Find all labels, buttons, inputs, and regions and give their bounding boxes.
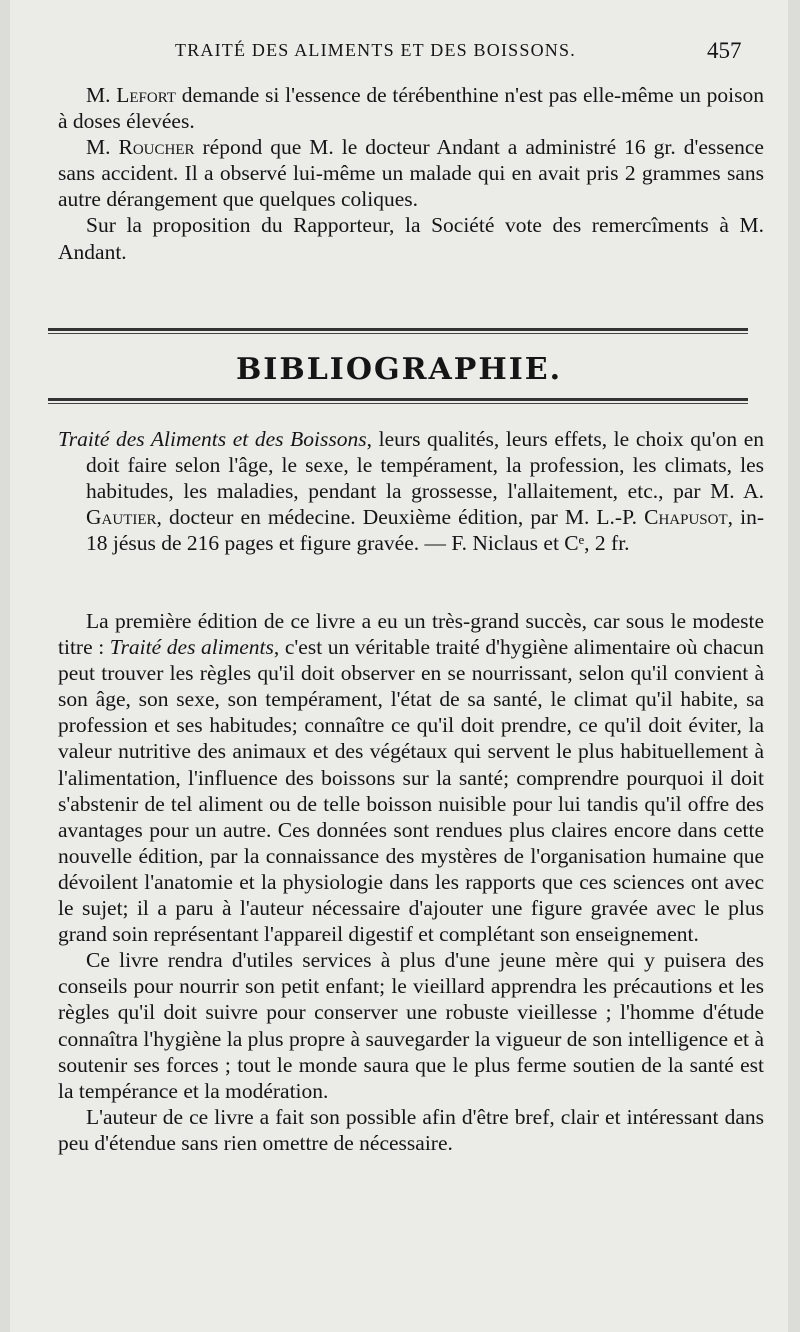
discussion-text: répond que M. le docteur Andant a administré 16 gr. d'essence sans accident. Il a observé lui-même un malade qui en avait pris 2 grammes sans autre dérangement que quelques coliques.	[58, 135, 764, 212]
running-header	[10, 38, 788, 68]
editor-name: Chapusot	[644, 505, 728, 530]
review-text-span: , c'est un véritable traité d'hygiène alimentaire où chacun peut trouver les règles qu'il doit observer en se nourrissant, selon qu'il convient à son âge, son sexe, son tempérament, l'état de sa santé, le climat qu'il habite, sa profession et ses habitudes; connaître ce qu'il doit prendre, ce qu'il doit éviter, la valeur nutritive des animaux et des végétaux qui servent le plus habituellement à l'alimentation, l'influence des boissons sur la santé; comprendre pourquoi il doit s'abstenir de tel aliment ou de telle boisson nuisible pour lui tandis qu'il offre des avantages pour un autre. Ces données sont rendues plus claires encore dans cette nouvelle édition, par la connaissance des mystères de l'organisation humaine que dévoilent l'anatomie et la physiologie dans les rapports que ces sciences ont avec le sujet; il a paru à l'auteur nécessaire d'ajouter une figure gravée avec le plus grand soin représentant l'appareil digestif et complétant son enseignement.	[58, 635, 764, 947]
review-paragraph	[58, 608, 764, 947]
discussion-paragraph	[58, 82, 764, 134]
discussion-text: demande si l'essence de térébenthine n'est pas elle-même un poison à doses élevées.	[58, 83, 765, 134]
book-title: Traité des Aliments et des Boissons	[58, 427, 367, 451]
review-paragraph: Ce livre rendra d'utiles services à plus d'une jeune mère qui y puisera des conseils pour nourrir son petit enfant; le vieillard apprendra les précautions et les règles qu'il doit suivre pour conserver une robuste vieillesse ; l'homme d'étude connaîtra l'hygiène la plus propre à sauvegarder la vigueur de son intelligence et à soutenir ses forces ; tout le monde saura que le plus ferme soutien de la santé est la tempérance et la modération.	[58, 948, 764, 1103]
speaker-name: M. Roucher	[86, 135, 195, 160]
entry-text: , in-18 jésus de 216 pages et figure gravée. — F. Niclaus et Cᵉ, 2 fr.	[86, 505, 764, 556]
section-title: BIBLIOGRAPHIE.	[235, 352, 563, 387]
bottom-rule	[48, 398, 748, 404]
entry-text: , docteur en médecine. Deuxième édition, par M. L.-P.	[156, 505, 645, 530]
top-rule	[48, 328, 748, 334]
review-paragraph: L'auteur de ce livre a fait son possible afin d'être bref, clair et intéressant dans peu d'étendue sans rien omettre de nécessaire.	[58, 1104, 764, 1155]
speaker-name: M. Lefort	[86, 83, 176, 107]
review-text-span: La première édition de ce livre a eu un très-grand succès, car sous le modeste titre :	[58, 609, 764, 660]
running-title: TRAITÉ DES ALIMENTS ET DES BOISSONS.	[175, 40, 576, 60]
discussion-paragraph	[58, 212, 764, 264]
bibliography-entry	[58, 426, 764, 556]
discussion-text: Sur la proposition du Rapporteur, la Société vote des remercîments à M. Andant.	[58, 213, 764, 264]
discussion-block	[58, 82, 764, 265]
discussion-paragraph	[58, 134, 764, 212]
author-name: Gautier	[86, 505, 157, 530]
review-italic: Traité des aliments	[109, 635, 274, 660]
review-text	[58, 608, 764, 1156]
page-number: 457	[707, 38, 742, 63]
entry-citation	[58, 426, 764, 556]
entry-text: , leurs qualités, leurs effets, le choix qu'on en doit faire selon l'âge, le sexe, le tempérament, la profession, les climats, les habitudes, les maladies, pendant la grossesse, l'allaitement, etc., par M. A.	[86, 427, 765, 504]
book-page	[10, 0, 788, 1332]
